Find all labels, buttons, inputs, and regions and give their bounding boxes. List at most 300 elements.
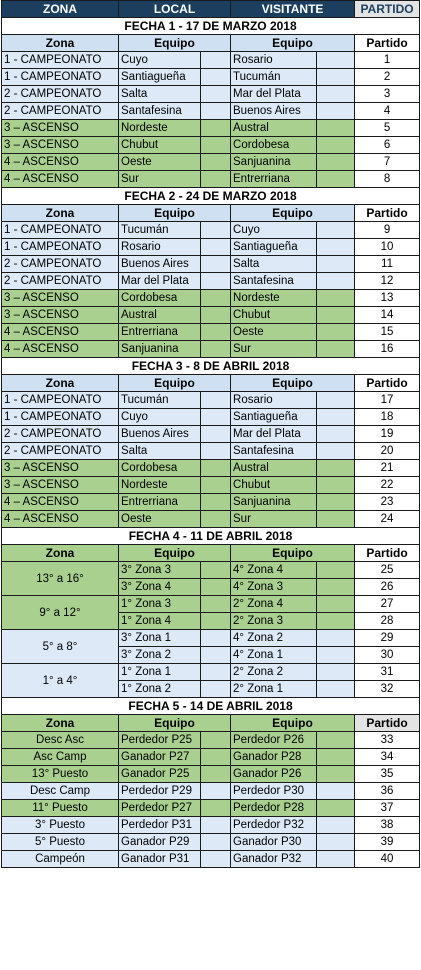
- match-gap: [317, 426, 355, 443]
- match-partido: 21: [355, 460, 420, 477]
- match-row: [2, 494, 420, 511]
- match-partido: 14: [355, 307, 420, 324]
- match-row: [2, 86, 420, 103]
- match-gap: [201, 171, 231, 188]
- match-gap: [317, 137, 355, 154]
- match-partido: 9: [355, 222, 420, 239]
- match-gap: [317, 392, 355, 409]
- match-partido: 33: [355, 732, 420, 749]
- match-gap: [317, 103, 355, 120]
- match-local: Tucumán: [119, 392, 201, 409]
- match-gap: [317, 256, 355, 273]
- match-gap: [201, 460, 231, 477]
- match-partido: 26: [355, 579, 420, 596]
- match-visitante: Perdedor P32: [231, 817, 317, 834]
- match-gap: [201, 443, 231, 460]
- match-local: Sanjuanina: [119, 341, 201, 358]
- match-zona: 13° Puesto: [2, 766, 119, 783]
- match-partido: 28: [355, 613, 420, 630]
- match-local: Cuyo: [119, 52, 201, 69]
- match-partido: 40: [355, 851, 420, 868]
- match-gap: [201, 562, 231, 579]
- match-zona: 1 - CAMPEONATO: [2, 409, 119, 426]
- match-partido: 29: [355, 630, 420, 647]
- match-local: Cuyo: [119, 409, 201, 426]
- match-local: Austral: [119, 307, 201, 324]
- match-visitante: Ganador P26: [231, 766, 317, 783]
- match-local: Tucumán: [119, 222, 201, 239]
- match-partido: 34: [355, 749, 420, 766]
- match-zona: 1 - CAMPEONATO: [2, 52, 119, 69]
- match-partido: 22: [355, 477, 420, 494]
- sub-header-zona: Zona: [2, 375, 119, 392]
- match-gap: [317, 613, 355, 630]
- match-visitante: 4° Zona 3: [231, 579, 317, 596]
- sub-header-row: [2, 375, 420, 392]
- match-zona: 1 - CAMPEONATO: [2, 222, 119, 239]
- sub-header-equipo-visitante: Equipo: [231, 375, 355, 392]
- match-zona: Desc Asc: [2, 732, 119, 749]
- match-partido: 16: [355, 341, 420, 358]
- match-row: [2, 834, 420, 851]
- match-zona: 3 – ASCENSO: [2, 307, 119, 324]
- match-visitante: Sur: [231, 511, 317, 528]
- match-visitante: Oeste: [231, 324, 317, 341]
- match-gap: [317, 52, 355, 69]
- match-gap: [317, 120, 355, 137]
- match-visitante: 2° Zona 4: [231, 596, 317, 613]
- match-partido: 13: [355, 290, 420, 307]
- match-zona: 2 - CAMPEONATO: [2, 103, 119, 120]
- match-gap: [317, 681, 355, 698]
- match-local: Nordeste: [119, 477, 201, 494]
- match-gap: [317, 596, 355, 613]
- match-zona: 2 - CAMPEONATO: [2, 256, 119, 273]
- sub-header-zona: Zona: [2, 205, 119, 222]
- match-gap: [201, 409, 231, 426]
- match-partido: 3: [355, 86, 420, 103]
- match-gap: [201, 800, 231, 817]
- match-local: Salta: [119, 443, 201, 460]
- match-gap: [317, 766, 355, 783]
- match-zona: 1 - CAMPEONATO: [2, 69, 119, 86]
- match-partido: 4: [355, 103, 420, 120]
- match-visitante: Cordobesa: [231, 137, 317, 154]
- match-local: Salta: [119, 86, 201, 103]
- match-gap: [317, 222, 355, 239]
- fecha-title: FECHA 4 - 11 DE ABRIL 2018: [2, 528, 420, 545]
- match-row: [2, 409, 420, 426]
- match-gap: [201, 222, 231, 239]
- sub-header-equipo-local: Equipo: [119, 545, 231, 562]
- match-visitante: Santafesina: [231, 273, 317, 290]
- match-zona: Desc Camp: [2, 783, 119, 800]
- sub-header-equipo-local: Equipo: [119, 715, 231, 732]
- match-zona: 4 – ASCENSO: [2, 341, 119, 358]
- match-visitante: Santiagueña: [231, 409, 317, 426]
- match-visitante: Perdedor P30: [231, 783, 317, 800]
- match-zona: 4 – ASCENSO: [2, 324, 119, 341]
- match-visitante: Sur: [231, 341, 317, 358]
- match-visitante: Austral: [231, 460, 317, 477]
- match-zona: 4 – ASCENSO: [2, 511, 119, 528]
- match-zona: 3 – ASCENSO: [2, 120, 119, 137]
- match-partido: 17: [355, 392, 420, 409]
- sub-header-zona: Zona: [2, 545, 119, 562]
- match-gap: [201, 324, 231, 341]
- match-visitante: Austral: [231, 120, 317, 137]
- match-zona: 4 – ASCENSO: [2, 154, 119, 171]
- match-row: [2, 596, 420, 613]
- sub-header-zona: Zona: [2, 35, 119, 52]
- match-partido: 38: [355, 817, 420, 834]
- match-partido: 5: [355, 120, 420, 137]
- match-partido: 6: [355, 137, 420, 154]
- match-partido: 37: [355, 800, 420, 817]
- match-local: Ganador P27: [119, 749, 201, 766]
- column-header-row: [2, 1, 420, 18]
- match-gap: [201, 256, 231, 273]
- match-visitante: Ganador P32: [231, 851, 317, 868]
- match-zona: 3 – ASCENSO: [2, 477, 119, 494]
- match-visitante: Salta: [231, 256, 317, 273]
- match-visitante: Rosario: [231, 392, 317, 409]
- match-local: Perdedor P29: [119, 783, 201, 800]
- match-zona: 2 - CAMPEONATO: [2, 86, 119, 103]
- match-partido: 2: [355, 69, 420, 86]
- match-visitante: Mar del Plata: [231, 426, 317, 443]
- match-gap: [201, 103, 231, 120]
- match-gap: [201, 783, 231, 800]
- match-gap: [201, 426, 231, 443]
- match-row: [2, 290, 420, 307]
- match-zona: 2 - CAMPEONATO: [2, 443, 119, 460]
- match-local: Chubut: [119, 137, 201, 154]
- match-partido: 35: [355, 766, 420, 783]
- match-gap: [201, 647, 231, 664]
- match-gap: [317, 273, 355, 290]
- match-gap: [201, 613, 231, 630]
- match-local: Cordobesa: [119, 460, 201, 477]
- match-row: [2, 171, 420, 188]
- match-row: [2, 732, 420, 749]
- match-partido: 39: [355, 834, 420, 851]
- match-visitante: Mar del Plata: [231, 86, 317, 103]
- fecha-title: FECHA 5 - 14 DE ABRIL 2018: [2, 698, 420, 715]
- match-local: 3° Zona 1: [119, 630, 201, 647]
- match-row: [2, 783, 420, 800]
- match-local: Ganador P31: [119, 851, 201, 868]
- header-local: LOCAL: [119, 1, 231, 18]
- match-gap: [317, 290, 355, 307]
- match-visitante: Santiagueña: [231, 239, 317, 256]
- match-zona: 5° Puesto: [2, 834, 119, 851]
- match-visitante: Cuyo: [231, 222, 317, 239]
- match-gap: [201, 239, 231, 256]
- sub-header-row: [2, 715, 420, 732]
- sub-header-partido: Partido: [355, 205, 420, 222]
- match-gap: [201, 630, 231, 647]
- sub-header-equipo-local: Equipo: [119, 205, 231, 222]
- match-row: [2, 749, 420, 766]
- match-visitante: Tucumán: [231, 69, 317, 86]
- match-gap: [201, 341, 231, 358]
- match-row: [2, 137, 420, 154]
- match-partido: 25: [355, 562, 420, 579]
- match-gap: [201, 307, 231, 324]
- header-partido: PARTIDO: [355, 1, 420, 18]
- match-local: Perdedor P25: [119, 732, 201, 749]
- match-row: [2, 52, 420, 69]
- match-gap: [201, 579, 231, 596]
- match-visitante: Chubut: [231, 307, 317, 324]
- match-gap: [317, 460, 355, 477]
- match-local: Oeste: [119, 511, 201, 528]
- sub-header-partido: Partido: [355, 375, 420, 392]
- fecha-title: FECHA 2 - 24 DE MARZO 2018: [2, 188, 420, 205]
- match-row: [2, 477, 420, 494]
- match-local: Sur: [119, 171, 201, 188]
- match-gap: [317, 324, 355, 341]
- match-partido: 20: [355, 443, 420, 460]
- match-gap: [317, 409, 355, 426]
- match-local: Cordobesa: [119, 290, 201, 307]
- group-zona: 5° a 8°: [2, 630, 119, 664]
- fecha-title: FECHA 3 - 8 DE ABRIL 2018: [2, 358, 420, 375]
- match-gap: [317, 630, 355, 647]
- match-visitante: Ganador P28: [231, 749, 317, 766]
- match-row: [2, 120, 420, 137]
- match-gap: [201, 766, 231, 783]
- match-visitante: Perdedor P26: [231, 732, 317, 749]
- match-visitante: Buenos Aires: [231, 103, 317, 120]
- match-visitante: 4° Zona 1: [231, 647, 317, 664]
- sub-header-partido: Partido: [355, 35, 420, 52]
- match-gap: [317, 86, 355, 103]
- match-visitante: Rosario: [231, 52, 317, 69]
- match-partido: 32: [355, 681, 420, 698]
- group-zona: 1° a 4°: [2, 664, 119, 698]
- match-partido: 12: [355, 273, 420, 290]
- match-row: [2, 103, 420, 120]
- match-gap: [201, 834, 231, 851]
- match-gap: [317, 341, 355, 358]
- match-partido: 1: [355, 52, 420, 69]
- match-local: Rosario: [119, 239, 201, 256]
- match-local: 3° Zona 2: [119, 647, 201, 664]
- match-gap: [317, 239, 355, 256]
- match-visitante: Perdedor P28: [231, 800, 317, 817]
- match-row: [2, 630, 420, 647]
- match-gap: [317, 647, 355, 664]
- match-zona: 3 – ASCENSO: [2, 460, 119, 477]
- match-local: Perdedor P27: [119, 800, 201, 817]
- match-zona: 11° Puesto: [2, 800, 119, 817]
- match-gap: [317, 494, 355, 511]
- match-gap: [201, 851, 231, 868]
- match-zona: 4 – ASCENSO: [2, 171, 119, 188]
- match-row: [2, 256, 420, 273]
- match-partido: 24: [355, 511, 420, 528]
- fecha-title-row: [2, 528, 420, 545]
- sub-header-partido: Partido: [355, 715, 420, 732]
- fecha-title: FECHA 1 - 17 DE MARZO 2018: [2, 18, 420, 35]
- sub-header-equipo-visitante: Equipo: [231, 545, 355, 562]
- match-gap: [201, 137, 231, 154]
- match-local: Nordeste: [119, 120, 201, 137]
- match-visitante: 2° Zona 2: [231, 664, 317, 681]
- match-zona: 2 - CAMPEONATO: [2, 273, 119, 290]
- match-local: Entrerriana: [119, 494, 201, 511]
- match-local: 1° Zona 2: [119, 681, 201, 698]
- match-gap: [201, 120, 231, 137]
- match-zona: 3 – ASCENSO: [2, 290, 119, 307]
- match-gap: [201, 817, 231, 834]
- match-local: 1° Zona 3: [119, 596, 201, 613]
- match-row: [2, 443, 420, 460]
- match-visitante: 4° Zona 4: [231, 562, 317, 579]
- match-row: [2, 851, 420, 868]
- match-partido: 19: [355, 426, 420, 443]
- sub-header-equipo-visitante: Equipo: [231, 205, 355, 222]
- match-partido: 10: [355, 239, 420, 256]
- sub-header-equipo-local: Equipo: [119, 35, 231, 52]
- match-local: Buenos Aires: [119, 426, 201, 443]
- match-partido: 36: [355, 783, 420, 800]
- match-visitante: Chubut: [231, 477, 317, 494]
- match-gap: [317, 307, 355, 324]
- match-gap: [317, 562, 355, 579]
- match-row: [2, 324, 420, 341]
- match-partido: 18: [355, 409, 420, 426]
- match-visitante: Ganador P30: [231, 834, 317, 851]
- fecha-title-row: [2, 18, 420, 35]
- match-gap: [201, 392, 231, 409]
- match-gap: [317, 817, 355, 834]
- match-gap: [201, 477, 231, 494]
- fecha-title-row: [2, 698, 420, 715]
- match-partido: 27: [355, 596, 420, 613]
- match-partido: 15: [355, 324, 420, 341]
- match-visitante: 2° Zona 3: [231, 613, 317, 630]
- match-gap: [201, 596, 231, 613]
- match-row: [2, 817, 420, 834]
- match-partido: 31: [355, 664, 420, 681]
- match-gap: [317, 171, 355, 188]
- group-zona: 13° a 16°: [2, 562, 119, 596]
- match-gap: [201, 86, 231, 103]
- match-local: Ganador P25: [119, 766, 201, 783]
- sub-header-row: [2, 545, 420, 562]
- match-row: [2, 800, 420, 817]
- match-local: 3° Zona 4: [119, 579, 201, 596]
- match-row: [2, 511, 420, 528]
- group-zona: 9° a 12°: [2, 596, 119, 630]
- sub-header-equipo-visitante: Equipo: [231, 715, 355, 732]
- match-zona: Campeón: [2, 851, 119, 868]
- match-gap: [201, 69, 231, 86]
- header-visitante: VISITANTE: [231, 1, 355, 18]
- match-gap: [201, 494, 231, 511]
- match-local: Ganador P29: [119, 834, 201, 851]
- match-gap: [201, 154, 231, 171]
- match-local: Santafesina: [119, 103, 201, 120]
- match-zona: 4 – ASCENSO: [2, 494, 119, 511]
- match-gap: [317, 749, 355, 766]
- match-gap: [317, 783, 355, 800]
- fixture-table: [1, 0, 420, 868]
- match-gap: [201, 273, 231, 290]
- match-visitante: Sanjuanina: [231, 154, 317, 171]
- sub-header-row: [2, 205, 420, 222]
- match-gap: [317, 69, 355, 86]
- match-partido: 7: [355, 154, 420, 171]
- match-row: [2, 222, 420, 239]
- match-partido: 30: [355, 647, 420, 664]
- match-row: [2, 766, 420, 783]
- match-row: [2, 562, 420, 579]
- match-gap: [201, 732, 231, 749]
- match-local: Mar del Plata: [119, 273, 201, 290]
- match-local: Oeste: [119, 154, 201, 171]
- match-gap: [201, 511, 231, 528]
- fixture-sheet: [1, 0, 419, 868]
- match-row: [2, 273, 420, 290]
- match-row: [2, 664, 420, 681]
- match-row: [2, 69, 420, 86]
- match-local: Perdedor P31: [119, 817, 201, 834]
- match-gap: [317, 834, 355, 851]
- sub-header-equipo-visitante: Equipo: [231, 35, 355, 52]
- sub-header-partido: Partido: [355, 545, 420, 562]
- match-partido: 23: [355, 494, 420, 511]
- match-local: Santiagueña: [119, 69, 201, 86]
- match-visitante: Entrerriana: [231, 171, 317, 188]
- match-visitante: Santafesina: [231, 443, 317, 460]
- match-gap: [317, 800, 355, 817]
- match-visitante: Nordeste: [231, 290, 317, 307]
- match-gap: [317, 511, 355, 528]
- match-row: [2, 426, 420, 443]
- match-gap: [317, 443, 355, 460]
- match-gap: [201, 664, 231, 681]
- match-local: 3° Zona 3: [119, 562, 201, 579]
- match-gap: [317, 477, 355, 494]
- match-gap: [201, 749, 231, 766]
- match-zona: Asc Camp: [2, 749, 119, 766]
- match-gap: [317, 851, 355, 868]
- match-local: Buenos Aires: [119, 256, 201, 273]
- match-row: [2, 239, 420, 256]
- sub-header-equipo-local: Equipo: [119, 375, 231, 392]
- match-zona: 3° Puesto: [2, 817, 119, 834]
- match-zona: 1 - CAMPEONATO: [2, 392, 119, 409]
- match-row: [2, 460, 420, 477]
- match-local: Entrerriana: [119, 324, 201, 341]
- match-zona: 1 - CAMPEONATO: [2, 239, 119, 256]
- match-row: [2, 307, 420, 324]
- sub-header-row: [2, 35, 420, 52]
- match-visitante: 4° Zona 2: [231, 630, 317, 647]
- header-zona: ZONA: [2, 1, 119, 18]
- match-gap: [317, 664, 355, 681]
- fecha-title-row: [2, 358, 420, 375]
- match-zona: 2 - CAMPEONATO: [2, 426, 119, 443]
- match-row: [2, 341, 420, 358]
- match-zona: 3 – ASCENSO: [2, 137, 119, 154]
- match-gap: [201, 290, 231, 307]
- match-visitante: Sanjuanina: [231, 494, 317, 511]
